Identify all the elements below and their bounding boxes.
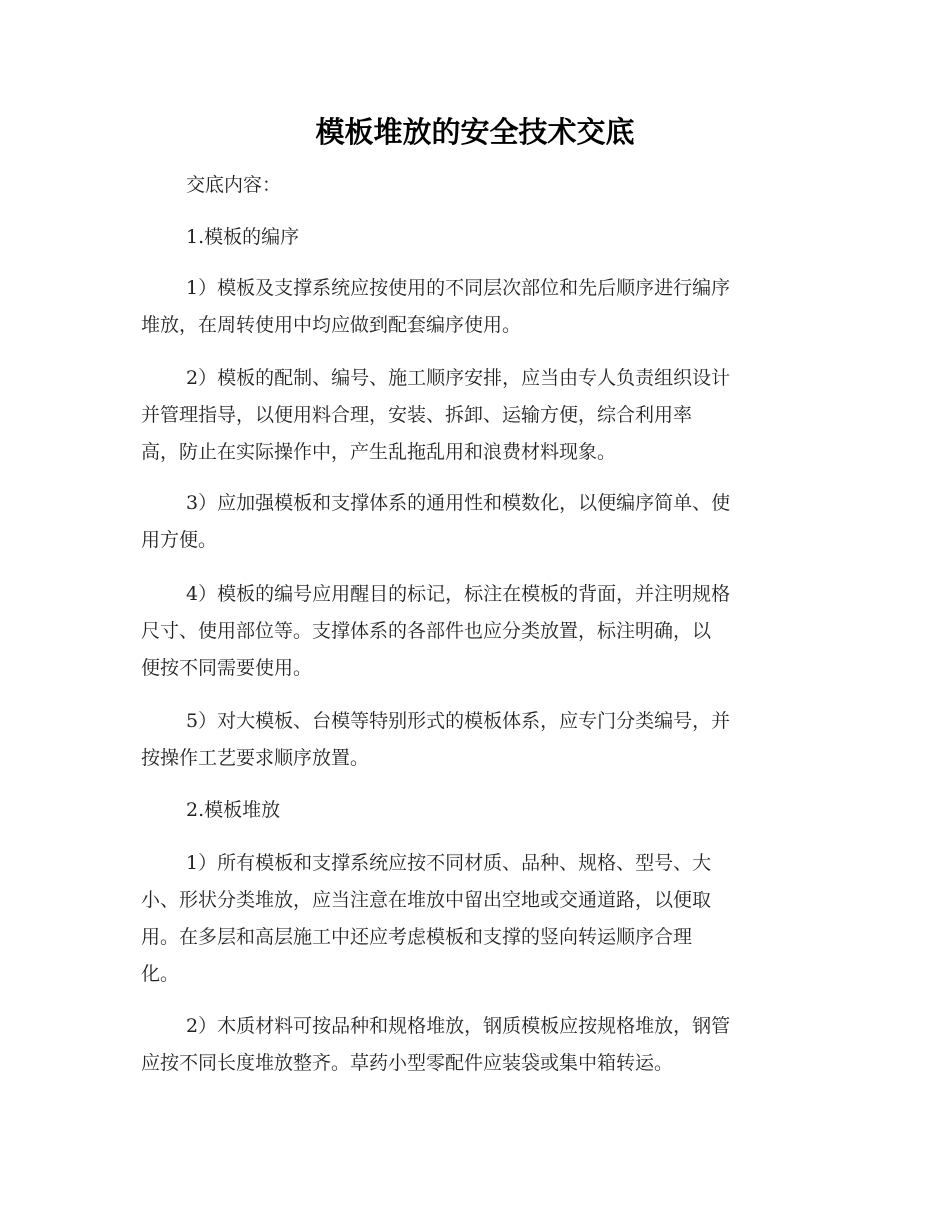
paragraph-line: 化。: [141, 963, 180, 985]
paragraph-line: 3）应加强模板和支撑体系的通用性和模数化，以便编序简单、使: [186, 492, 731, 514]
list-item: [141, 576, 809, 687]
paragraph-line: 小、形状分类堆放，应当注意在堆放中留出空地或交通道路，以便取: [141, 889, 712, 911]
list-item: [141, 845, 809, 993]
list-item: [141, 703, 809, 777]
paragraph-line: 尺寸、使用部位等。支撑体系的各部件也应分类放置，标注明确，以: [141, 620, 712, 642]
paragraph-line: 1）模板及支撑系统应按使用的不同层次部位和先后顺序进行编序: [186, 277, 731, 299]
paragraph-line: 2）木质材料可按品种和规格堆放，钢质模板应按规格堆放，钢管: [186, 1015, 731, 1037]
list-item: [141, 1008, 809, 1082]
section-heading: 2.模板堆放: [186, 799, 281, 821]
paragraph-line: 应按不同长度堆放整齐。草药小型零配件应装袋或集中箱转运。: [141, 1052, 674, 1074]
paragraph-line: 4）模板的编号应用醒目的标记，标注在模板的背面，并注明规格: [186, 583, 731, 605]
paragraph-line: 5）对大模板、台模等特别形式的模板体系，应专门分类编号，并: [186, 710, 731, 732]
paragraph-line: 高，防止在实际操作中，产生乱拖乱用和浪费材料现象。: [141, 441, 617, 463]
paragraph-line: 按操作工艺要求顺序放置。: [141, 747, 370, 769]
section-heading: 1.模板的编序: [186, 226, 300, 248]
paragraph-line: 1）所有模板和支撑系统应按不同材质、品种、规格、型号、大: [186, 852, 712, 874]
list-item: [141, 485, 809, 559]
intro-label: 交底内容：: [186, 174, 282, 196]
list-item: [141, 270, 809, 344]
document-title: 模板堆放的安全技术交底: [315, 115, 635, 149]
list-item: [141, 360, 809, 471]
paragraph-line: 便按不同需要使用。: [141, 657, 313, 679]
paragraph-line: 并管理指导，以便用料合理，安装、拆卸、运输方便，综合利用率: [141, 404, 693, 426]
paragraph-line: 2）模板的配制、编号、施工顺序安排，应当由专人负责组织设计: [186, 367, 731, 389]
paragraph-line: 用。在多层和高层施工中还应考虑模板和支撑的竖向转运顺序合理: [141, 926, 693, 948]
paragraph-line: 堆放，在周转使用中均应做到配套编序使用。: [141, 314, 522, 336]
paragraph-line: 用方便。: [141, 529, 218, 551]
